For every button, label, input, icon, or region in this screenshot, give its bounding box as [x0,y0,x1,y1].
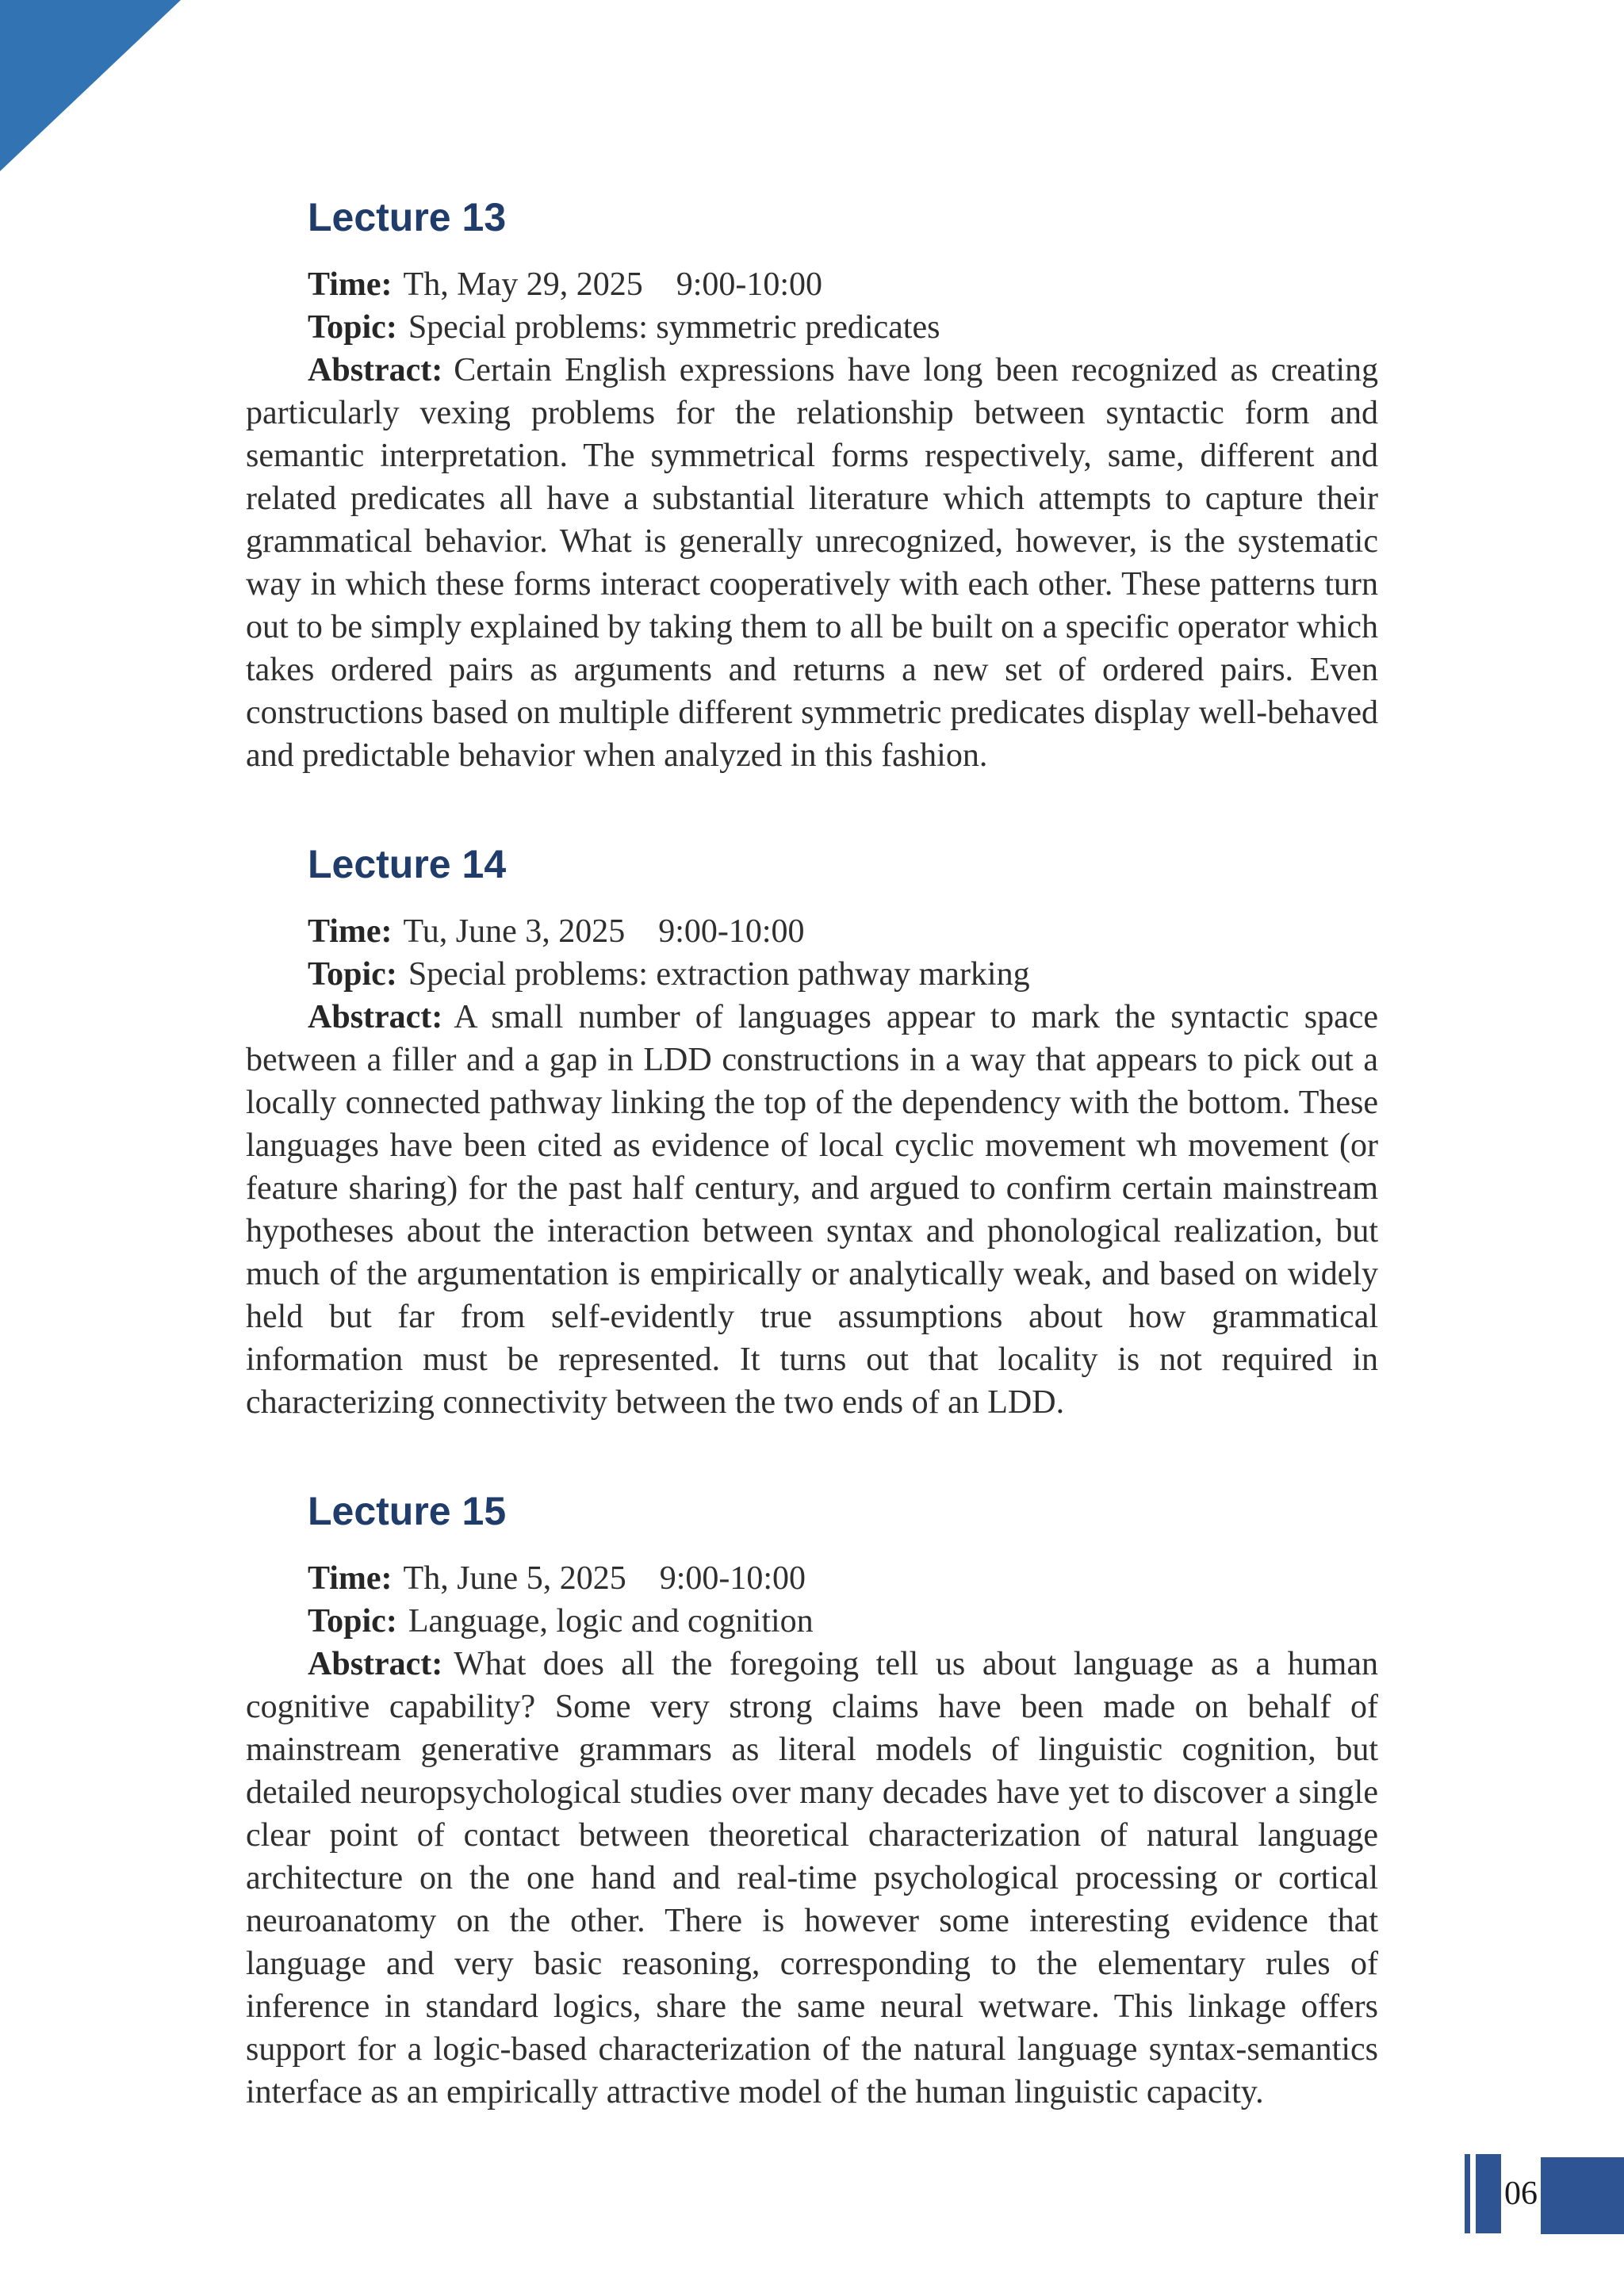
topic-value: Special problems: extraction pathway marking [408,956,1030,993]
topic-line [246,1600,1378,1643]
lecture-section [246,840,1378,1424]
topic-value: Language, logic and cognition [408,1603,814,1640]
abstract-label: Abstract: [308,1646,443,1682]
abstract-text: A small number of languages appear to mark the syntactic space between a filler and a gap in LDD constructions in a way that appears to pick out a locally connected pathway linking the top of the dependency with the bottom. These languages have been cited as evidence of local cyclic movement wh movement (or feature sharing) for the past half century, and argued to confirm certain mainstream hypotheses about the interaction between syntax and phonological realization, but much of the argumentation is empirically or analytically weak, and based on widely held but far from self-evidently true assumptions about how grammatical information must be represented. It turns out that locality is not required in characterizing connectivity between the two ends of an LDD. [246,999,1378,1421]
lecture-title: Lecture 15 [308,1489,507,1533]
abstract-label: Abstract: [308,999,443,1035]
topic-value: Special problems: symmetric predicates [408,309,940,346]
lecture-section [246,193,1378,777]
lecture-list [246,0,1378,2114]
abstract-text: What does all the foregoing tell us about language as a human cognitive capability? Some very strong claims have been made on behalf of mainstream generative grammars as literal models of linguistic cognition, but detailed neuropsychological studies over many decades have yet to discover a single clear point of contact between theoretical characterization of natural language architecture on the one hand and real-time psychological processing or cortical neuroanatomy on the other. There is however some interesting evidence that language and very basic reasoning, corresponding to the elementary rules of inference in standard logics, share the same neural wetware. This linkage offers support for a logic-based characterization of the natural language syntax-semantics interface as an empirically attractive model of the human linguistic capacity. [246,1646,1378,2110]
time-label: Time: [308,913,393,950]
time-value: Tu, June 3, 2025 [403,913,626,950]
abstract-paragraph [246,1643,1378,2114]
topic-line [246,953,1378,996]
time-line [246,910,1378,953]
footer-block-bar [1541,2157,1624,2234]
hours-value: 9:00-10:00 [676,266,823,303]
abstract-text: Certain English expressions have long been recognized as creating particularly vexing problems for the relationship between syntactic form and semantic interpretation. The symmetrical forms respectively, same, different and related predicates all have a substantial literature which attempts to capture their grammatical behavior. What is generally unrecognized, however, is the systematic way in which these forms interact cooperatively with each other. These patterns turn out to be simply explained by taking them to all be built on a specific operator which takes ordered pairs as arguments and returns a new set of ordered pairs. Even constructions based on multiple different symmetric predicates display well-behaved and predictable behavior when analyzed in this fashion. [246,352,1378,774]
topic-label: Topic: [308,1603,397,1640]
topic-label: Topic: [308,309,397,346]
footer-wide-bar [1476,2154,1501,2233]
time-value: Th, June 5, 2025 [403,1560,626,1597]
hours-value: 9:00-10:00 [659,1560,806,1597]
footer-thin-bar [1465,2154,1470,2233]
lecture-title: Lecture 14 [308,842,507,886]
time-label: Time: [308,266,393,303]
time-line [246,1557,1378,1600]
time-value: Th, May 29, 2025 [403,266,643,303]
topic-line [246,306,1378,349]
time-label: Time: [308,1560,393,1597]
lecture-title: Lecture 13 [308,195,507,239]
hours-value: 9:00-10:00 [658,913,805,950]
corner-triangle-decoration [0,0,181,171]
abstract-label: Abstract: [308,352,443,388]
abstract-paragraph [246,996,1378,1424]
page-number: 06 [1504,2175,1538,2212]
lecture-section [246,1487,1378,2114]
abstract-paragraph [246,349,1378,777]
time-line [246,263,1378,306]
topic-label: Topic: [308,956,397,993]
